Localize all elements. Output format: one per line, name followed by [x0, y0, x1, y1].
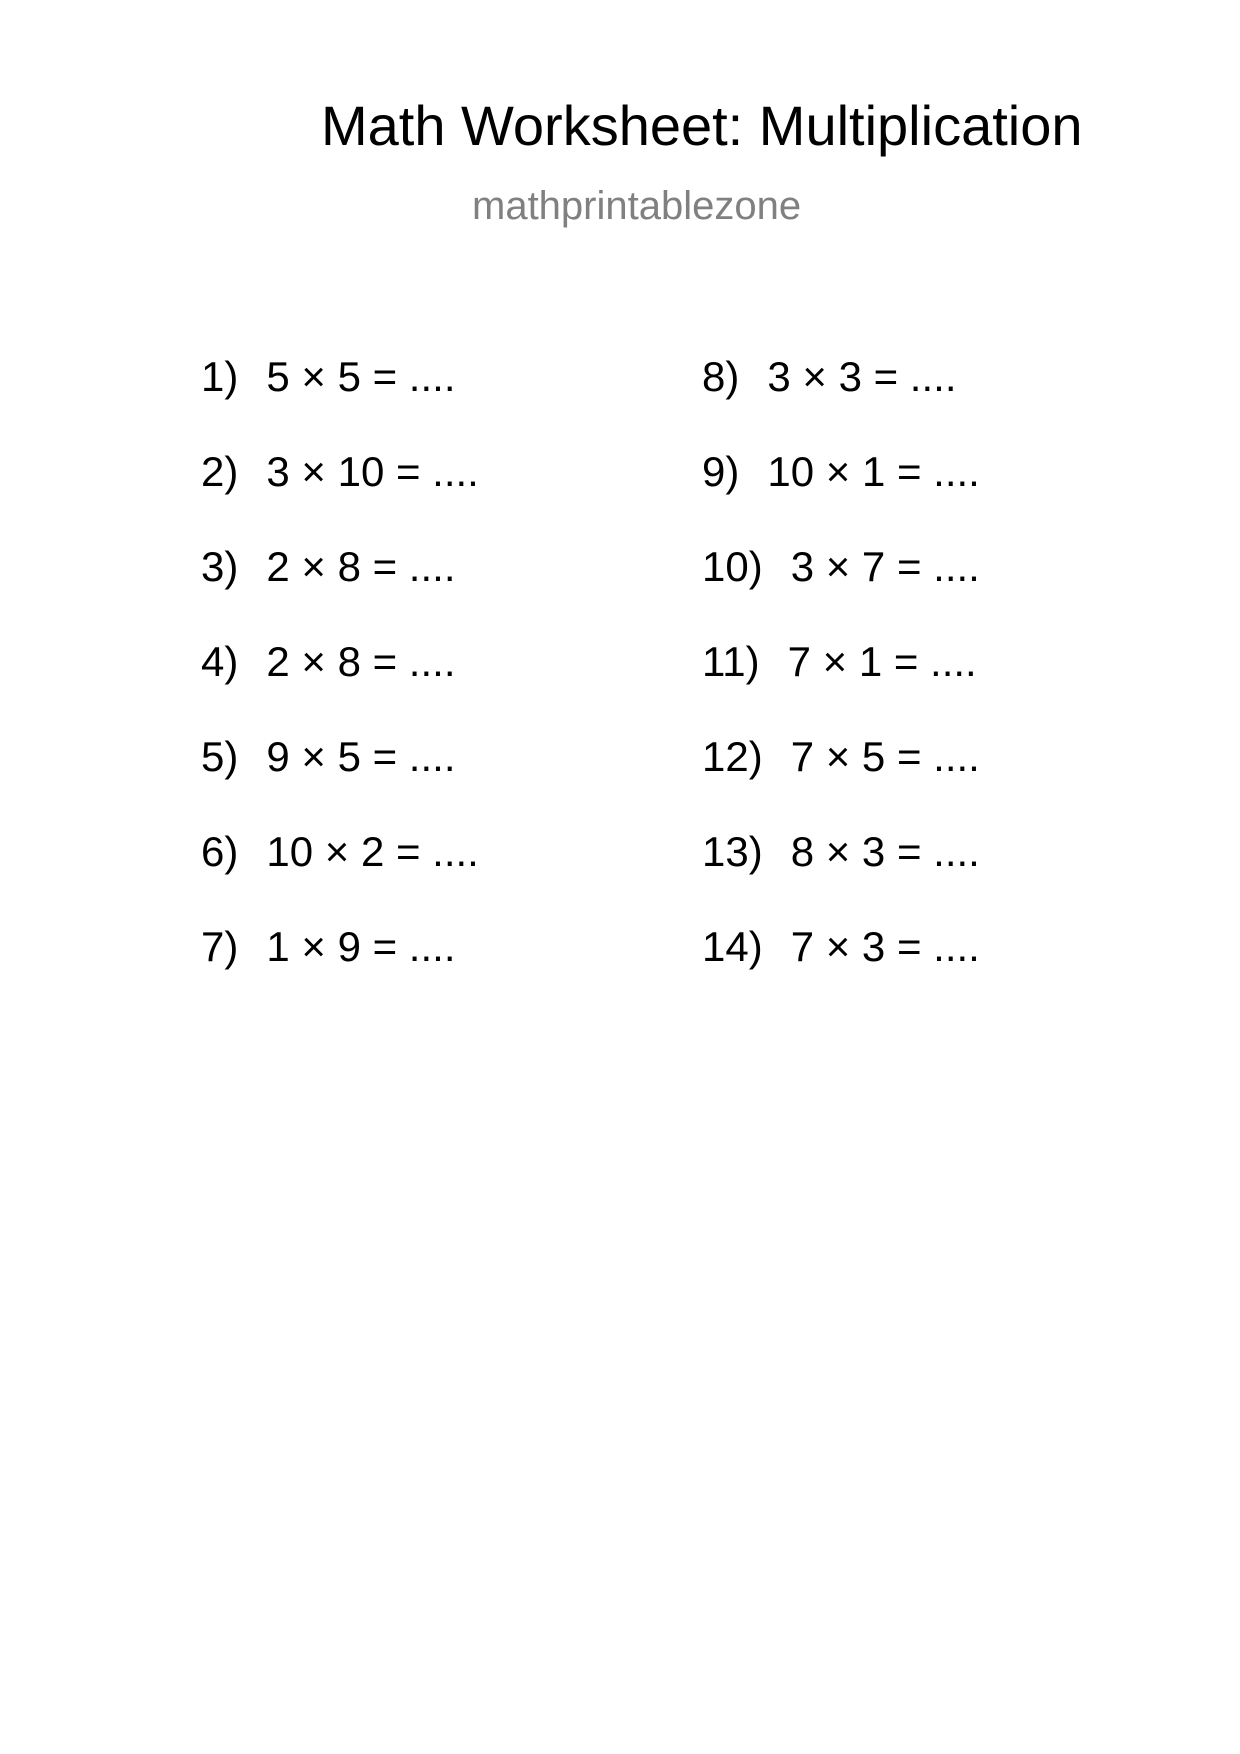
problem-item — [201, 447, 641, 542]
problem-expression: 3 × 10 = .... — [266, 448, 479, 495]
problem-number: 4) — [201, 638, 239, 685]
problem-expression: 10 × 1 = .... — [767, 448, 980, 495]
problem-expression: 7 × 3 = .... — [790, 923, 980, 970]
problem-item — [702, 352, 1142, 447]
problem-expression: 7 × 5 = .... — [790, 733, 980, 780]
worksheet-subtitle: mathprintablezone — [472, 184, 802, 228]
worksheet-title: Math Worksheet: Multiplication — [321, 94, 1083, 157]
problem-number: 11) — [702, 638, 760, 685]
problem-item — [201, 922, 641, 1017]
problem-item — [702, 922, 1142, 1017]
problem-item — [201, 542, 641, 637]
problem-number: 13) — [702, 828, 763, 875]
problem-number: 14) — [702, 923, 763, 970]
problem-expression: 3 × 3 = .... — [767, 353, 957, 400]
problem-item — [702, 827, 1142, 922]
problem-expression: 9 × 5 = .... — [266, 733, 456, 780]
problem-expression: 10 × 2 = .... — [266, 828, 479, 875]
problem-number: 6) — [201, 828, 239, 875]
problem-number: 5) — [201, 733, 239, 780]
problem-column-left — [201, 352, 641, 1017]
problem-number: 12) — [702, 733, 763, 780]
problem-number: 1) — [201, 353, 239, 400]
problem-number: 3) — [201, 543, 239, 590]
problem-number: 9) — [702, 448, 740, 495]
problem-item — [201, 732, 641, 827]
problem-expression: 8 × 3 = .... — [790, 828, 980, 875]
problem-item — [702, 447, 1142, 542]
problem-item — [201, 352, 641, 447]
problem-item — [702, 732, 1142, 827]
problem-expression: 3 × 7 = .... — [790, 543, 980, 590]
problem-item — [702, 637, 1142, 732]
problem-expression: 5 × 5 = .... — [266, 353, 456, 400]
problem-number: 10) — [702, 543, 763, 590]
problem-item — [702, 542, 1142, 637]
problem-column-right — [702, 352, 1142, 1017]
problem-number: 8) — [702, 353, 740, 400]
problem-expression: 7 × 1 = .... — [787, 638, 977, 685]
problem-number: 7) — [201, 923, 239, 970]
problem-item — [201, 637, 641, 732]
problem-expression: 2 × 8 = .... — [266, 543, 456, 590]
problem-item — [201, 827, 641, 922]
problem-expression: 1 × 9 = .... — [266, 923, 456, 970]
problem-number: 2) — [201, 448, 239, 495]
problem-expression: 2 × 8 = .... — [266, 638, 456, 685]
